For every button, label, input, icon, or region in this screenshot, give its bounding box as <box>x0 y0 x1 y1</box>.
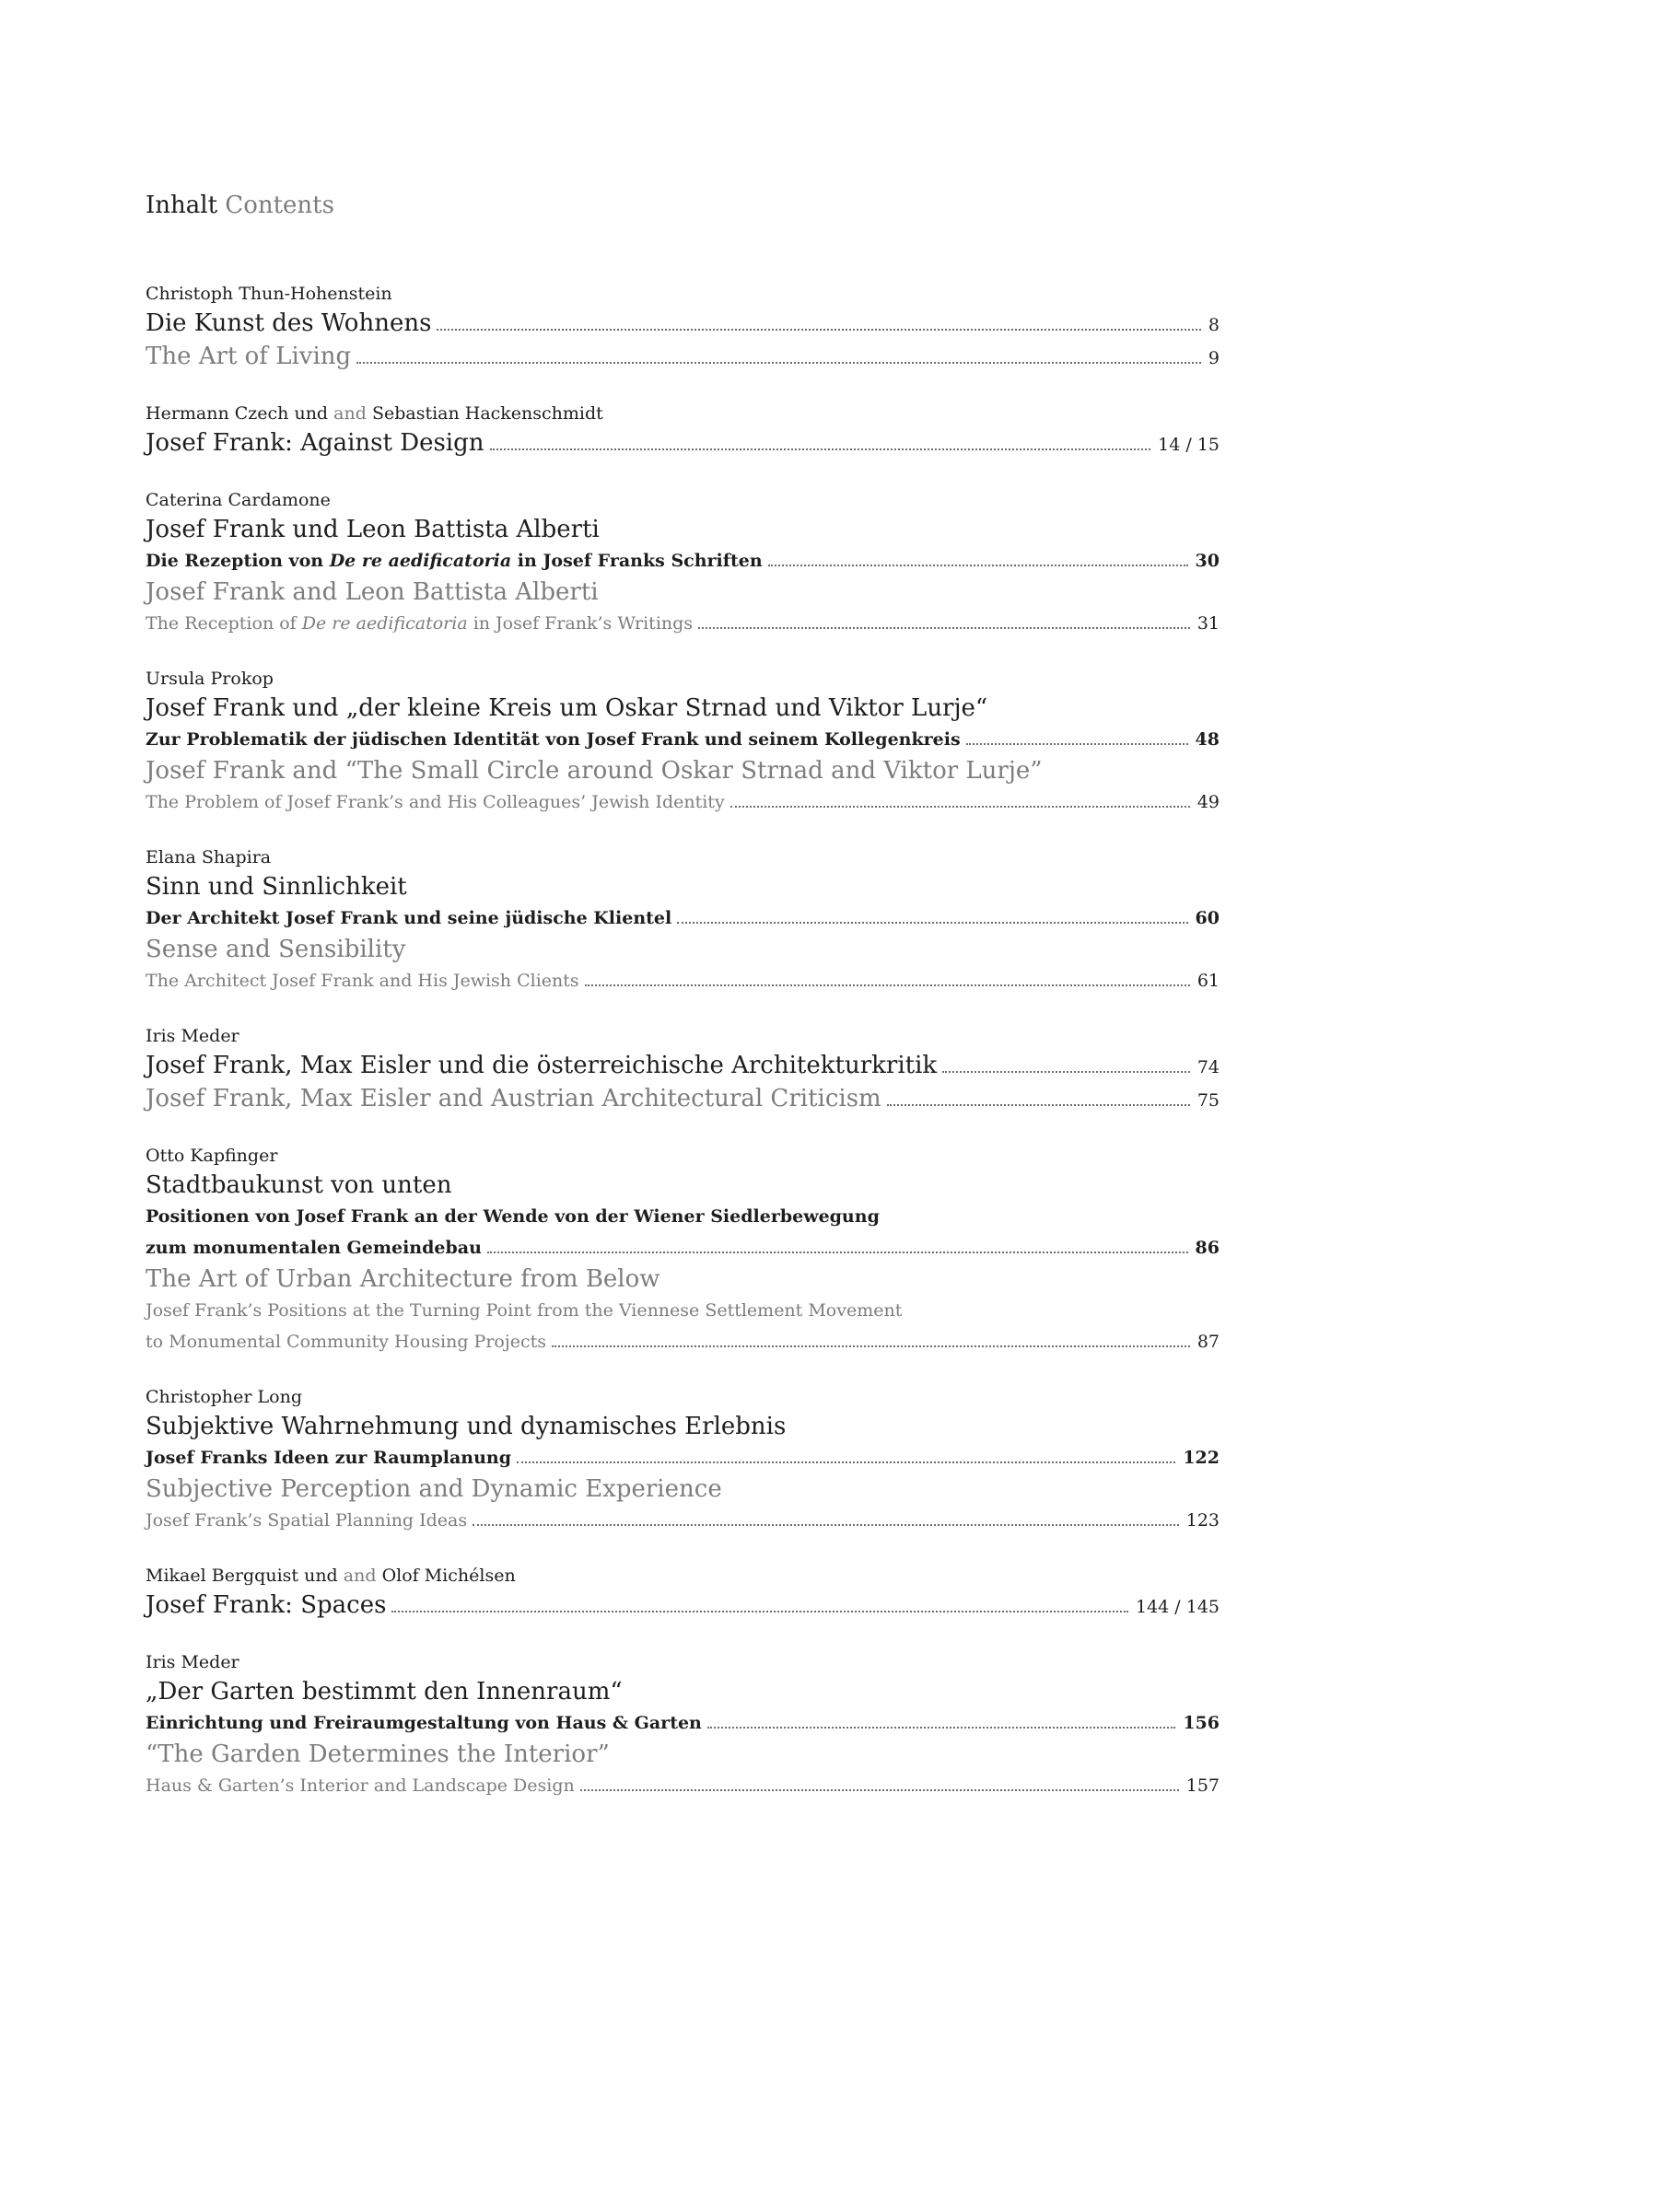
entry-author: Christoph Thun-Hohenstein <box>146 284 392 304</box>
dot-leader <box>391 1611 1128 1612</box>
entry-author: Ursula Prokop <box>146 669 274 689</box>
toc-entry <box>146 1562 1220 1623</box>
author-name: Olof Michélsen <box>381 1566 516 1586</box>
author-join: and <box>333 403 367 424</box>
entry-title-de: Josef Frank und „der kleine Kreis um Oskar Strnad und Viktor Lurje“ <box>146 694 988 722</box>
entry-subtitle-en: Josef Frank’s Spatial Planning Ideas <box>146 1510 468 1531</box>
page-number: 60 <box>1195 908 1220 928</box>
page-number: 31 <box>1196 613 1220 634</box>
author-name: Mikael Bergquist und <box>146 1566 338 1586</box>
toc-entry <box>146 1383 1220 1536</box>
author-name: Sebastian Hackenschmidt <box>371 403 603 424</box>
entry-title-de: Sinn und Sinnlichkeit <box>146 873 407 901</box>
entry-subtitle-de: zum monumentalen Gemeindebau <box>146 1238 482 1258</box>
dot-leader <box>585 984 1190 986</box>
page-number: 30 <box>1195 551 1220 571</box>
toc-entry <box>146 665 1220 818</box>
toc-row[interactable] <box>146 1589 1220 1623</box>
dot-leader <box>490 448 1151 450</box>
entry-title: Josef Frank: Spaces <box>146 1591 387 1619</box>
entry-subtitle-en <box>146 608 693 639</box>
table-of-contents <box>146 280 1220 1827</box>
author-join: and <box>343 1566 377 1586</box>
entry-title-de: Josef Frank und Leon Battista Alberti <box>146 516 600 543</box>
entry-author <box>146 1562 1220 1589</box>
page-number: 122 <box>1183 1448 1220 1468</box>
page-number: 156 <box>1183 1713 1220 1733</box>
entry-author: Elana Shapira <box>146 847 272 867</box>
entry-author: Christopher Long <box>146 1387 302 1407</box>
entry-subtitle-de: Zur Problematik der jüdischen Identität von Josef Frank und seinem Kollegenkreis <box>146 729 961 750</box>
dot-leader <box>580 1789 1179 1791</box>
entry-subtitle-en: The Problem of Josef Frank’s and His Colleagues’ Jewish Identity <box>146 792 725 812</box>
toc-row[interactable] <box>146 1326 1220 1357</box>
entry-author: Iris Meder <box>146 1026 239 1046</box>
entry-subtitle-de <box>146 545 763 576</box>
toc-entry <box>146 1648 1220 1801</box>
page-number: 74 <box>1196 1057 1220 1077</box>
subtitle-text: The Reception of <box>146 613 297 634</box>
page-number: 61 <box>1196 971 1220 991</box>
dot-leader <box>698 627 1190 629</box>
entry-author: Iris Meder <box>146 1652 239 1672</box>
entry-subtitle-en: Haus & Garten’s Interior and Landscape Design <box>146 1775 575 1796</box>
page-number: 8 <box>1208 315 1220 335</box>
page-number: 75 <box>1196 1090 1220 1111</box>
toc-entry <box>146 844 1220 996</box>
toc-row[interactable] <box>146 341 1220 374</box>
toc-row[interactable] <box>146 1505 1220 1536</box>
subtitle-text: in Josef Frank’s Writings <box>473 613 694 634</box>
dot-leader <box>730 806 1190 808</box>
toc-entry <box>146 400 1220 460</box>
entry-title-en: The Art of Living <box>146 343 352 370</box>
toc-row[interactable] <box>146 608 1220 639</box>
entry-subtitle-de: Einrichtung und Freiraumgestaltung von Haus & Garten <box>146 1713 702 1733</box>
toc-entry <box>146 280 1220 374</box>
toc-row[interactable] <box>146 1707 1220 1739</box>
page-number: 9 <box>1208 348 1220 368</box>
heading-en: Contents <box>225 192 334 219</box>
toc-row[interactable] <box>146 965 1220 996</box>
page-number: 14 / 15 <box>1158 435 1220 455</box>
page-heading <box>146 187 334 224</box>
dot-leader <box>942 1071 1190 1073</box>
toc-row[interactable] <box>146 308 1220 341</box>
entry-subtitle-en: Josef Frank’s Positions at the Turning Point from the Viennese Settlement Movement <box>146 1300 903 1321</box>
entry-title-en: Josef Frank and “The Small Circle around Oskar Strnad and Viktor Lurje” <box>146 757 1043 785</box>
entry-title-de: Die Kunst des Wohnens <box>146 309 432 337</box>
entry-author: Otto Kapfinger <box>146 1146 278 1166</box>
entry-subtitle-en: to Monumental Community Housing Projects <box>146 1332 547 1352</box>
entry-subtitle-en: The Architect Josef Frank and His Jewish Clients <box>146 971 579 991</box>
entry-subtitle-de: Der Architekt Josef Frank und seine jüdische Klientel <box>146 908 672 928</box>
page-number: 157 <box>1185 1775 1220 1796</box>
subtitle-text: Die Rezeption von <box>146 551 324 571</box>
toc-row[interactable] <box>146 1083 1220 1116</box>
page-number: 123 <box>1185 1510 1220 1531</box>
entry-title-de: Josef Frank, Max Eisler und die österreichische Architekturkritik <box>146 1052 938 1079</box>
toc-entry <box>146 1022 1220 1116</box>
subtitle-text: in Josef Franks Schriften <box>517 551 763 571</box>
entry-title-de: „Der Garten bestimmt den Innenraum“ <box>146 1678 623 1706</box>
toc-row[interactable] <box>146 1770 1220 1801</box>
heading-de: Inhalt <box>146 192 218 219</box>
entry-title-en: Josef Frank, Max Eisler and Austrian Architectural Criticism <box>146 1085 881 1112</box>
page-number: 87 <box>1196 1332 1220 1352</box>
dot-leader <box>552 1345 1190 1347</box>
toc-row[interactable] <box>146 545 1220 576</box>
toc-row[interactable] <box>146 724 1220 755</box>
page-number: 144 / 145 <box>1135 1597 1220 1617</box>
toc-row[interactable] <box>146 1232 1220 1263</box>
subtitle-italic: De re aedificatoria <box>301 613 468 634</box>
toc-row[interactable] <box>146 1050 1220 1083</box>
dot-leader <box>356 362 1201 364</box>
entry-title-de: Subjektive Wahrnehmung und dynamisches Erlebnis <box>146 1413 787 1440</box>
page-number: 49 <box>1196 792 1220 812</box>
entry-title-en: Sense and Sensibility <box>146 936 406 963</box>
entry-subtitle-de: Josef Franks Ideen zur Raumplanung <box>146 1448 512 1468</box>
dot-leader <box>487 1252 1188 1253</box>
entry-title-en: The Art of Urban Architecture from Below <box>146 1265 660 1293</box>
toc-entry <box>146 1142 1220 1357</box>
toc-entry <box>146 486 1220 639</box>
entry-author <box>146 400 1220 427</box>
dot-leader <box>966 743 1188 745</box>
toc-row[interactable] <box>146 902 1220 934</box>
entry-author: Caterina Cardamone <box>146 490 331 510</box>
author-name: Hermann Czech und <box>146 403 329 424</box>
dot-leader <box>517 1461 1175 1463</box>
page-number: 48 <box>1195 729 1220 750</box>
entry-title-en: “The Garden Determines the Interior” <box>146 1740 610 1768</box>
dot-leader <box>887 1104 1190 1106</box>
dot-leader <box>707 1727 1175 1729</box>
subtitle-italic: De re aedificatoria <box>329 551 512 571</box>
dot-leader <box>768 565 1188 566</box>
dot-leader <box>437 329 1200 331</box>
entry-subtitle-de: Positionen von Josef Frank an der Wende von der Wiener Siedlerbewegung <box>146 1206 880 1227</box>
entry-title-en: Josef Frank and Leon Battista Alberti <box>146 578 599 606</box>
toc-row[interactable] <box>146 1442 1220 1473</box>
dot-leader <box>677 922 1187 924</box>
page-number: 86 <box>1195 1238 1220 1258</box>
entry-title-en: Subjective Perception and Dynamic Experience <box>146 1475 722 1503</box>
entry-title-de: Stadtbaukunst von unten <box>146 1171 452 1199</box>
toc-row[interactable] <box>146 786 1220 818</box>
toc-row[interactable] <box>146 427 1220 460</box>
entry-title: Josef Frank: Against Design <box>146 429 484 457</box>
dot-leader <box>473 1524 1179 1526</box>
